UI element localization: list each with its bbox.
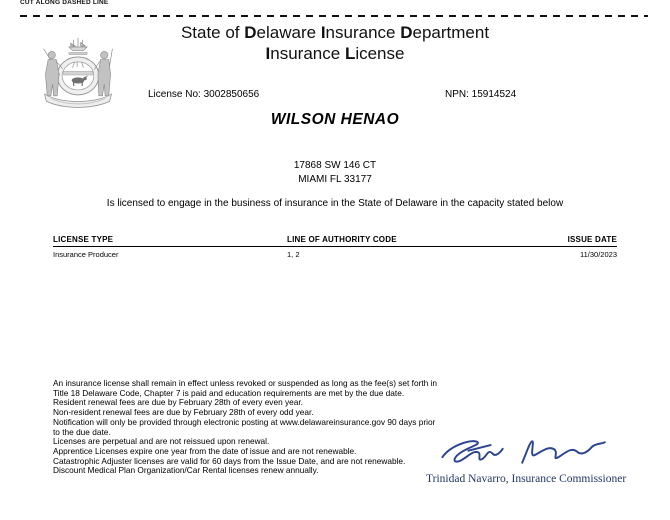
licensee-name: WILSON HENAO bbox=[270, 111, 400, 128]
title-line-1: State of Delaware Insurance Department bbox=[180, 23, 490, 42]
license-table-header bbox=[53, 235, 617, 247]
note-line: Non-resident renewal fees are due by February 28th of every odd year. bbox=[53, 407, 314, 418]
title-line-2: Insurance License bbox=[265, 44, 405, 63]
note-line: Catastrophic Adjuster licenses are valid for 60 days from the Issue Date, and are not renewable. bbox=[53, 455, 406, 466]
renewal-notes bbox=[53, 379, 439, 476]
col-header-license-type: LICENSE TYPE bbox=[53, 235, 114, 244]
commissioner-printed-name: Trinidad Navarro, Insurance Commissioner bbox=[426, 473, 627, 485]
col-header-issue-date: ISSUE DATE bbox=[567, 235, 617, 244]
note-line: An insurance license shall remain in effect unless revoked or suspended as long as the fee(s) set forth in Title 18 Delaware Code, Chapter 7 is paid and education requirements are met by the due date. bbox=[53, 378, 438, 398]
license-number-value: 3002850656 bbox=[203, 89, 260, 100]
licensee-address bbox=[0, 159, 670, 186]
note-line: Licenses are perpetual and are not reissued upon renewal. bbox=[53, 436, 270, 447]
license-number-label: License No: bbox=[148, 89, 204, 100]
license-table bbox=[53, 235, 617, 259]
note-line: Resident renewal fees are due by February 28th of every even year. bbox=[53, 397, 303, 408]
delaware-state-seal-icon bbox=[32, 37, 124, 113]
note-line: Apprentice Licenses expire one year from the date of issue and are not renewable. bbox=[53, 445, 357, 456]
table-row bbox=[53, 247, 617, 259]
cut-along-dashed-line-label: CUT ALONG DASHED LINE bbox=[20, 0, 109, 6]
note-line: Discount Medical Plan Organization/Car Rental licenses renew annually. bbox=[53, 465, 319, 476]
npn-label: NPN: bbox=[445, 89, 472, 100]
col-header-line-of-authority-code: LINE OF AUTHORITY CODE bbox=[287, 235, 397, 244]
license-number bbox=[148, 89, 259, 100]
npn-number bbox=[445, 89, 516, 100]
commissioner-signature-block bbox=[426, 433, 627, 485]
address-line-2: MIAMI FL 33177 bbox=[298, 173, 372, 185]
address-line-1: 17868 SW 146 CT bbox=[293, 160, 377, 171]
npn-value: 15914524 bbox=[471, 89, 517, 100]
issue-date-value: 11/30/2023 bbox=[580, 250, 617, 259]
note-line: Notification will only be provided through electronic posting at www.delawareinsurance.gov 90 days prior to the due date. bbox=[53, 416, 436, 437]
dashed-cut-line bbox=[20, 15, 648, 17]
license-type-value: Insurance Producer bbox=[53, 250, 119, 259]
signature-script-icon bbox=[436, 433, 614, 472]
capacity-statement: Is licensed to engage in the business of insurance in the State of Delaware in the capacity stated below bbox=[106, 198, 564, 209]
line-of-authority-code-value: 1, 2 bbox=[287, 250, 300, 259]
